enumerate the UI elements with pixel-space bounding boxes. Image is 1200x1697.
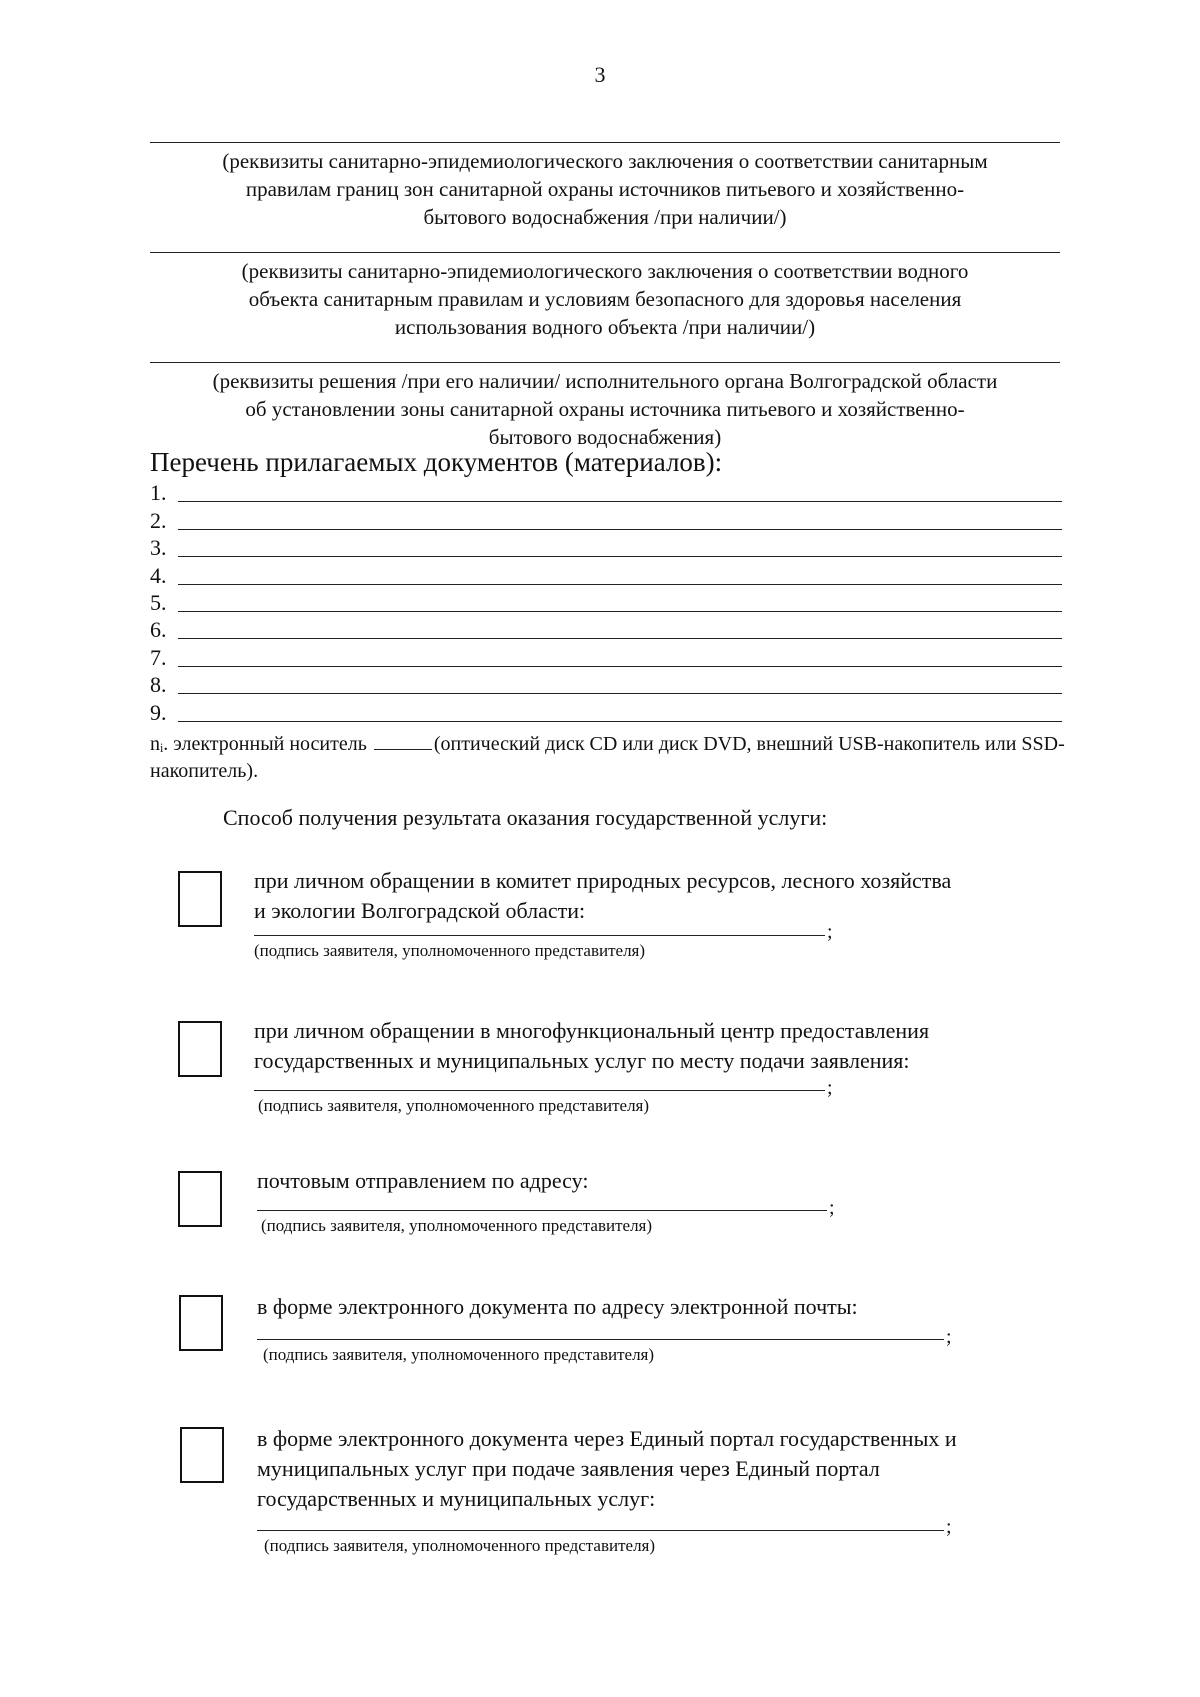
- media-note-prefix: nᵢ. электронный носитель: [150, 733, 367, 755]
- item-number: 4.: [150, 562, 167, 588]
- electronic-media-note: [150, 731, 1075, 785]
- media-fill-line[interactable]: [374, 735, 432, 750]
- signature-line[interactable]: [257, 1339, 944, 1340]
- option-text: в форме электронного документа по адресу электронной почты:: [257, 1294, 858, 1319]
- document-fill-line[interactable]: [178, 501, 1062, 502]
- semicolon: ;: [829, 1197, 835, 1219]
- item-number: 5.: [150, 589, 167, 615]
- requisite-block-water-object: [150, 252, 1060, 341]
- item-number: 6.: [150, 617, 167, 643]
- signature-line[interactable]: [254, 935, 825, 936]
- signature-caption: (подпись заявителя, уполномоченного представителя): [254, 941, 646, 960]
- requisite-caption: (реквизиты санитарно-эпидемиологического заключения о соответствии водного объекта санитарным правилам и условиям безопасного для здоровья населения использования водного объекта /при наличии/): [241, 259, 969, 339]
- signature-caption: (подпись заявителя, уполномоченного представителя): [261, 1216, 653, 1235]
- semicolon: ;: [946, 1516, 952, 1538]
- signature-line[interactable]: [257, 1210, 827, 1211]
- item-number: 1.: [150, 480, 167, 506]
- requisite-block-authority-decision: [150, 362, 1060, 451]
- item-number: 2.: [150, 507, 167, 533]
- receipt-checkbox-mfc[interactable]: [178, 1021, 222, 1077]
- requisite-fill-line[interactable]: [150, 252, 1060, 253]
- item-number: 7.: [150, 644, 167, 670]
- option-text: почтовым отправлением по адресу:: [257, 1168, 589, 1193]
- list-item: [150, 670, 1062, 697]
- signature-line[interactable]: [257, 1530, 944, 1531]
- semicolon: ;: [827, 921, 833, 943]
- signature-caption: (подпись заявителя, уполномоченного представителя): [264, 1536, 656, 1555]
- list-item: [150, 642, 1062, 669]
- list-item: [150, 615, 1062, 642]
- semicolon: ;: [827, 1077, 833, 1099]
- signature-caption: (подпись заявителя, уполномоченного представителя): [263, 1345, 655, 1364]
- document-fill-line[interactable]: [178, 556, 1062, 557]
- signature-caption: (подпись заявителя, уполномоченного представителя): [258, 1096, 650, 1115]
- requisite-fill-line[interactable]: [150, 142, 1060, 143]
- requisite-caption: (реквизиты решения /при его наличии/ исполнительного органа Волгоградской области об установлении зоны санитарной охраны источника питьевого и хозяйственно- бытового водоснабжения): [212, 369, 998, 449]
- signature-line[interactable]: [254, 1090, 825, 1091]
- receipt-checkbox-email[interactable]: [179, 1295, 223, 1351]
- receipt-method-heading: Способ получения результата оказания государственной услуги:: [223, 805, 828, 830]
- option-text: при личном обращении в комитет природных ресурсов, лесного хозяйства и экологии Волгоградской области:: [254, 868, 952, 923]
- item-number: 8.: [150, 672, 167, 698]
- document-fill-line[interactable]: [178, 611, 1062, 612]
- list-item: [150, 478, 1062, 505]
- list-item: [150, 560, 1062, 587]
- list-item: [150, 697, 1062, 724]
- document-fill-line[interactable]: [178, 693, 1062, 694]
- document-fill-line[interactable]: [178, 638, 1062, 639]
- document-fill-line[interactable]: [178, 721, 1062, 722]
- page-number: 3: [594, 62, 606, 87]
- item-number: 3.: [150, 535, 167, 561]
- document-fill-line[interactable]: [178, 529, 1062, 530]
- receipt-checkbox-portal[interactable]: [180, 1427, 224, 1483]
- item-number: 9.: [150, 699, 167, 725]
- semicolon: ;: [946, 1326, 952, 1348]
- document-fill-line[interactable]: [178, 584, 1062, 585]
- list-item: [150, 505, 1062, 532]
- document-fill-line[interactable]: [178, 666, 1062, 667]
- option-text: в форме электронного документа через Единый портал государственных и муниципальных услуг при подаче заявления через Единый портал государственных и муниципальных услуг:: [257, 1426, 957, 1511]
- receipt-checkbox-committee[interactable]: [178, 871, 222, 927]
- requisite-caption: (реквизиты санитарно-эпидемиологического заключения о соответствии санитарным правилам границ зон санитарной охраны источников питьевого и хозяйственно- бытового водоснабжения /при наличии/): [222, 149, 988, 229]
- option-text: при личном обращении в многофункциональный центр предоставления государственных и муниципальных услуг по месту подачи заявления:: [254, 1018, 930, 1073]
- requisite-fill-line[interactable]: [150, 362, 1060, 363]
- documents-list-heading: Перечень прилагаемых документов (материалов):: [150, 447, 723, 477]
- media-note-suffix: (оптический диск CD или диск DVD, внешний USB-накопитель или SSD-накопитель).: [150, 733, 1065, 782]
- list-item: [150, 533, 1062, 560]
- requisite-block-sanitary-zones: [150, 142, 1060, 231]
- list-item: [150, 588, 1062, 615]
- receipt-checkbox-post[interactable]: [178, 1171, 222, 1227]
- documents-list: [150, 478, 1062, 725]
